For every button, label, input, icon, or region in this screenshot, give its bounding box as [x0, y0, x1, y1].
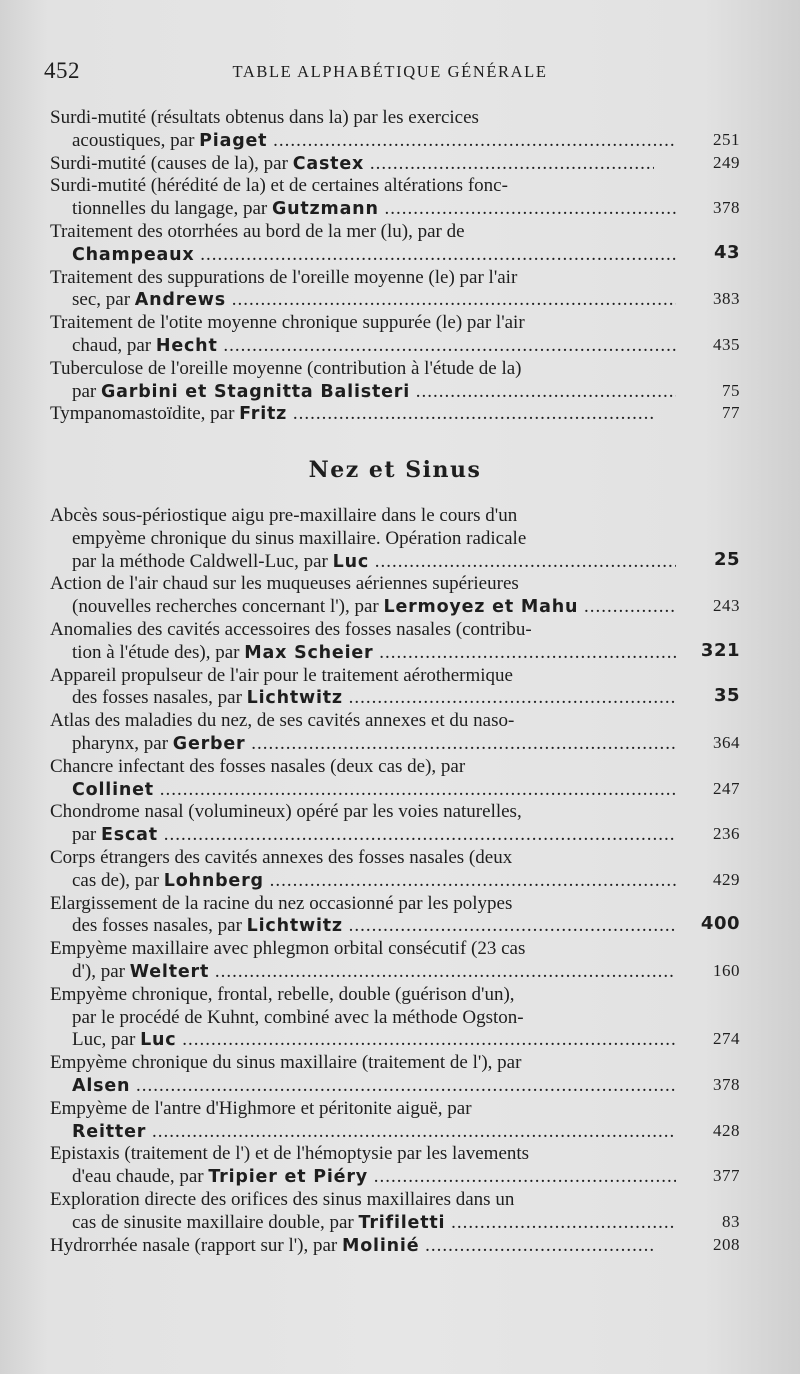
entry-author: Molinié [342, 1235, 420, 1256]
entry-title-text: Epistaxis (traitement de l') et de l'hémoptysie par les lavements [50, 1143, 530, 1165]
entry-text-line [50, 915, 676, 938]
entry-page-number: 249 [713, 152, 740, 172]
entry-title-text: Empyème maxillaire avec phlegmon orbital consécutif (23 cas [50, 938, 526, 960]
leader-dots [364, 153, 654, 174]
index-entry [50, 801, 740, 847]
entry-text-line [50, 528, 740, 551]
entry-title-text: tion à l'étude des), par [72, 641, 245, 663]
entry-text-line [50, 358, 740, 381]
leader-dots [209, 961, 676, 982]
index-entry [50, 1052, 740, 1098]
entry-author: Max Scheier [244, 642, 374, 663]
entry-text-line [50, 710, 740, 733]
entry-title-text: par la méthode Caldwell-Luc, par [72, 550, 333, 572]
entry-title-text: par le procédé de Kuhnt, combiné avec la méthode Ogston- [72, 1006, 524, 1028]
leader-dots [130, 1075, 676, 1096]
entry-page-number: 378 [713, 198, 740, 218]
leader-dots [158, 824, 676, 845]
index-entry [50, 403, 740, 426]
index-entry [50, 573, 740, 619]
entry-author: Piaget [199, 130, 268, 151]
entry-text-line [50, 596, 676, 619]
entry-author: Luc [140, 1030, 177, 1051]
index-entry [50, 665, 740, 711]
entry-text-line [50, 619, 740, 642]
entry-page-number: 160 [713, 960, 740, 980]
entry-text-line [50, 335, 676, 358]
entry-title-text: Action de l'air chaud sur les muqueuses aériennes supérieures [50, 573, 519, 595]
leader-dots [146, 1121, 676, 1142]
index-entry [50, 175, 740, 221]
entry-author: Reitter [72, 1121, 147, 1142]
entry-text-line [50, 1098, 740, 1121]
entry-author: Fritz [239, 404, 288, 425]
entry-text-line [50, 1143, 740, 1166]
entry-author: Luc [332, 551, 370, 572]
entry-text-line [50, 1166, 676, 1189]
entry-author: Collinet [72, 779, 154, 800]
entry-title-text: cas de), par [72, 869, 164, 891]
index-entry [50, 893, 740, 939]
leader-dots [245, 733, 676, 754]
entry-title-text: Appareil propulseur de l'air pour le traitement aérothermique [50, 664, 513, 686]
entry-text-line [50, 1075, 676, 1098]
entry-title-text: des fosses nasales, par [72, 687, 247, 709]
entry-text-line [50, 505, 740, 528]
entry-page-number: 35 [713, 685, 740, 707]
entry-author: Lermoyez et Mahu [383, 597, 579, 618]
entry-author: Gutzmann [271, 199, 379, 220]
entry-text-line [50, 938, 740, 961]
entry-author: Gerber [172, 733, 246, 754]
leader-dots [410, 381, 676, 402]
entry-author: Lichtwitz [246, 916, 343, 937]
index-entry [50, 619, 740, 665]
entry-text-line [50, 1029, 676, 1052]
leader-dots [445, 1212, 676, 1233]
index-entry [50, 847, 740, 893]
entry-title-text: Empyème chronique du sinus maxillaire (traitement de l'), par [50, 1052, 522, 1074]
entry-title-text: Anomalies des cavités accessoires des fosses nasales (contribu- [50, 618, 532, 640]
index-entry [50, 1189, 740, 1235]
index-entry-list [50, 107, 740, 426]
entry-author: Lohnberg [163, 870, 264, 891]
entry-text-line [50, 198, 676, 221]
entry-text-line [50, 289, 676, 312]
index-entry [50, 267, 740, 313]
entry-text-line [50, 551, 676, 574]
entry-text-line [50, 1212, 676, 1235]
leader-dots [218, 335, 676, 356]
running-title: TABLE ALPHABÉTIQUE GÉNÉRALE [232, 62, 548, 81]
leader-dots [369, 551, 676, 572]
index-entry [50, 984, 740, 1052]
entry-author: Tripier et Piéry [208, 1167, 368, 1188]
leader-dots [226, 289, 676, 310]
entry-author: Garbini et Stagnitta Balisteri [101, 381, 411, 402]
entry-text-line [50, 847, 740, 870]
leader-dots [267, 130, 676, 151]
entry-title-text: (nouvelles recherches concernant l'), par [72, 596, 384, 618]
entry-text-line [50, 107, 740, 130]
leader-dots [373, 642, 676, 663]
entry-page-number: 208 [713, 1234, 740, 1254]
leader-dots [343, 915, 676, 936]
entry-title-text: Empyème chronique, frontal, rebelle, double (guérison d'un), [50, 983, 515, 1005]
entry-title-text: Tympanomastoïdite, par [50, 403, 240, 425]
entry-text-line [50, 130, 676, 153]
entry-title-text: d'eau chaude, par [72, 1166, 209, 1188]
entry-title-text: Hydrorrhée nasale (rapport sur l'), par [50, 1234, 342, 1256]
entry-title-text: Empyème de l'antre d'Highmore et péritonite aiguë, par [50, 1097, 472, 1119]
entry-title-text: empyème chronique du sinus maxillaire. Opération radicale [72, 527, 527, 549]
entry-text-line [50, 573, 740, 596]
entry-title-text: tionnelles du langage, par [72, 198, 272, 220]
entry-author: Escat [101, 825, 158, 846]
entry-title-text: Elargissement de la racine du nez occasionné par les polypes [50, 892, 513, 914]
entry-title-text: Traitement des suppurations de l'oreille moyenne (le) par l'air [50, 266, 518, 288]
entry-author: Alsen [72, 1075, 131, 1096]
entry-text-line [50, 824, 676, 847]
entry-text-line [50, 403, 654, 426]
entry-text-line [50, 267, 740, 290]
leader-dots [176, 1029, 676, 1050]
index-entry-list [50, 505, 740, 1257]
entry-title-text: par [72, 380, 102, 402]
entry-title-text: Surdi-mutité (hérédité de la) et de certaines altérations fonc- [50, 175, 508, 197]
entry-page-number: 377 [713, 1166, 740, 1186]
entry-title-text: Traitement de l'otite moyenne chronique suppurée (le) par l'air [50, 312, 525, 334]
leader-dots [419, 1235, 654, 1256]
index-entry [50, 107, 740, 153]
entry-title-text: Chancre infectant des fosses nasales (deux cas de), par [50, 755, 466, 777]
leader-dots [195, 244, 677, 265]
entry-page-number: 364 [713, 732, 740, 752]
index-entry [50, 221, 740, 267]
entry-text-line [50, 1007, 740, 1030]
entry-text-line [50, 733, 676, 756]
leader-dots [343, 687, 676, 708]
entry-page-number: 243 [713, 596, 740, 616]
index-section-oreille [50, 107, 740, 426]
entry-author: Weltert [129, 961, 210, 982]
entry-title-text: Corps étrangers des cavités annexes des fosses nasales (deux [50, 846, 513, 868]
entry-text-line [50, 893, 740, 916]
entry-title-text: Chondrome nasal (volumineux) opéré par les voies naturelles, [50, 801, 522, 823]
entry-text-line [50, 801, 740, 824]
entry-page-number: 247 [713, 778, 740, 798]
entry-title-text: Atlas des maladies du nez, de ses cavités annexes et du naso- [50, 710, 515, 732]
entry-page-number: 43 [713, 241, 740, 263]
entry-title-text: Tuberculose de l'oreille moyenne (contribution à l'étude de la) [50, 357, 522, 379]
entry-text-line [50, 961, 676, 984]
entry-page-number: 236 [713, 824, 740, 844]
entry-title-text: d'), par [72, 960, 130, 982]
entry-page-number: 378 [713, 1074, 740, 1094]
entry-text-line [50, 779, 676, 802]
index-entry [50, 153, 740, 176]
entry-title-text: pharynx, par [72, 732, 173, 754]
entry-author: Lichtwitz [246, 688, 343, 709]
section-heading: Nez et Sinus [308, 457, 482, 483]
entry-page-number: 321 [700, 639, 740, 661]
entry-text-line [50, 756, 740, 779]
entry-title-text: par [72, 824, 102, 846]
entry-title-text: sec, par [72, 289, 135, 311]
entry-title-text: cas de sinusite maxillaire double, par [72, 1211, 359, 1233]
page-header [44, 58, 736, 88]
leader-dots [287, 403, 654, 424]
entry-text-line [50, 244, 676, 267]
entry-page-number: 383 [713, 289, 740, 309]
index-entry [50, 938, 740, 984]
entry-page-number: 274 [713, 1029, 740, 1049]
index-entry [50, 1235, 740, 1258]
entry-text-line [50, 1189, 740, 1212]
entry-text-line [50, 1235, 654, 1258]
entry-title-text: Traitement des otorrhées au bord de la mer (lu), par de [50, 220, 465, 242]
entry-text-line [50, 870, 676, 893]
index-entry [50, 1143, 740, 1189]
entry-title-text: chaud, par [72, 334, 156, 356]
index-entry [50, 1098, 740, 1144]
entry-text-line [50, 642, 676, 665]
leader-dots [264, 870, 676, 891]
leader-dots [368, 1166, 676, 1187]
index-entry [50, 756, 740, 802]
page-number: 452 [44, 58, 80, 83]
entry-text-line [50, 1052, 740, 1075]
leader-dots [379, 198, 676, 219]
entry-text-line [50, 687, 676, 710]
entry-text-line [50, 175, 740, 198]
entry-page-number: 429 [713, 869, 740, 889]
index-entry [50, 505, 740, 573]
entry-author: Trifiletti [358, 1212, 446, 1233]
entry-page-number: 83 [722, 1211, 740, 1231]
leader-dots [154, 779, 676, 800]
entry-text-line [50, 312, 740, 335]
entry-title-text: Luc, par [72, 1029, 141, 1051]
entry-page-number: 25 [713, 548, 740, 570]
entry-title-text: Surdi-mutité (causes de la), par [50, 152, 293, 174]
index-entry [50, 312, 740, 358]
entry-title-text: Exploration directe des orifices des sinus maxillaires dans un [50, 1188, 515, 1210]
entry-author: Champeaux [72, 244, 195, 265]
entry-page-number: 77 [722, 403, 740, 423]
entry-page-number: 428 [713, 1120, 740, 1140]
entry-text-line [50, 984, 740, 1007]
entry-text-line [50, 665, 740, 688]
entry-title-text: acoustiques, par [72, 129, 200, 151]
entry-page-number: 251 [713, 129, 740, 149]
index-entry [50, 358, 740, 404]
entry-author: Andrews [134, 290, 226, 311]
leader-dots [578, 596, 676, 617]
entry-title-text: Abcès sous-périostique aigu pre-maxillaire dans le cours d'un [50, 505, 518, 526]
entry-title-text: des fosses nasales, par [72, 915, 247, 937]
entry-text-line [50, 153, 654, 176]
index-entry [50, 710, 740, 756]
entry-text-line [50, 381, 676, 404]
entry-page-number: 75 [722, 380, 740, 400]
entry-text-line [50, 221, 740, 244]
entry-title-text: Surdi-mutité (résultats obtenus dans la) par les exercices [50, 107, 479, 128]
index-section-nez-et-sinus [50, 505, 740, 1257]
entry-author: Castex [292, 153, 365, 174]
entry-page-number: 435 [713, 334, 740, 354]
entry-author: Hecht [155, 335, 218, 356]
entry-page-number: 400 [700, 913, 740, 935]
entry-text-line [50, 1121, 676, 1144]
